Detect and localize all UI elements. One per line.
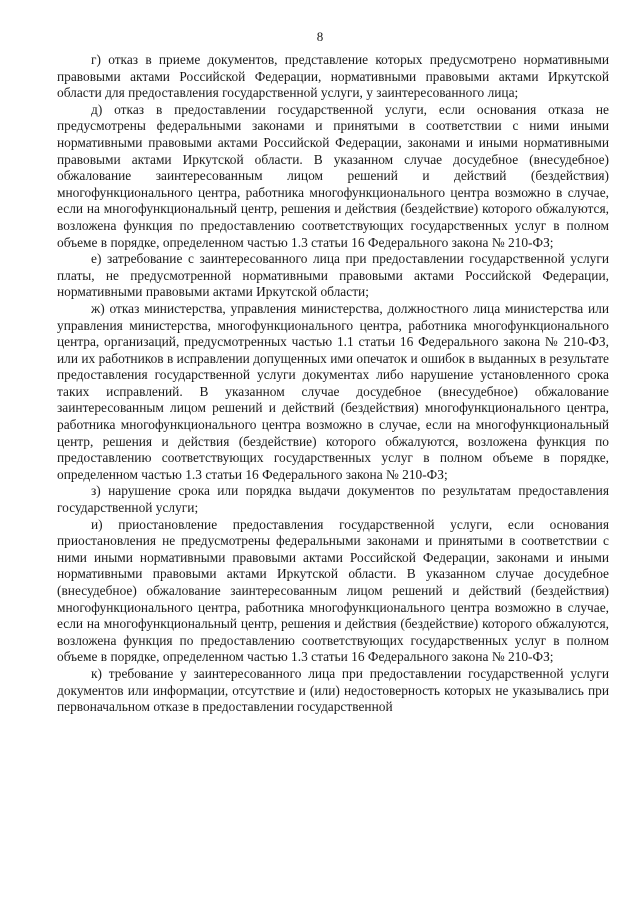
paragraph-g: г) отказ в приеме документов, представление которых предусмотрено нормативными правовыми актами Российской Федерации, нормативными правовыми актами Иркутской области для предоставления государственной услуги, у заинтересованного лица; <box>57 52 609 101</box>
paragraph-k: к) требование у заинтересованного лица при предоставлении государственной услуги документов или информации, отсутствие и (или) недостоверность которых не указывались при первоначальном отказе в предоставлении государственной <box>57 665 609 715</box>
paragraph-zh: ж) отказ министерства, управления министерства, должностного лица министерства или управления министерства, многофункционального центра, работника многофункционального центра, организаций, предусмотренных частью 1.1 статьи 16 Федерального закона № 210-ФЗ, или их работников в исправлении допущенных ими опечаток и ошибок в выданных в результате предоставления государственной услуги документах либо нарушение установленного срока таких исправлений. В указанном случае досудебное (внесудебное) обжалование заинтересованным лицом решений и действий (бездействия) многофункционального центра, работника многофункционального центра возможно в случае, если на многофункциональный центр, решения и действия (бездействие) которого обжалуются, возложена функция по предоставлению соответствующих государственных услуг в полном объеме в порядке, определенном частью 1.3 статьи 16 Федерального закона № 210-ФЗ; <box>57 300 609 482</box>
paragraph-e: е) затребование с заинтересованного лица при предоставлении государственной услуги платы, не предусмотренной нормативными правовыми актами Российской Федерации, нормативными правовыми актами Иркутской области; <box>57 251 609 300</box>
paragraph-d: д) отказ в предоставлении государственной услуги, если основания отказа не предусмотрены федеральными законами и принятыми в соответствии с ними иными нормативными правовыми актами Российской Федерации, законами и иными нормативными правовыми актами Иркутской области. В указанном случае досудебное (внесудебное) обжалование заинтересованным лицом решений и действий (бездействия) многофункционального центра, работника многофункционального центра возможно в случае, если на многофункциональный центр, решения и действия (бездействие) которого обжалуются, возложена функция по предоставлению соответствующих государственных услуг в полном объеме в порядке, определенном частью 1.3 статьи 16 Федерального закона № 210-ФЗ; <box>57 101 609 250</box>
page-number: 8 <box>316 29 324 44</box>
body-text <box>57 52 609 716</box>
paragraph-z: з) нарушение срока или порядка выдачи документов по результатам предоставления государственной услуги; <box>57 483 609 516</box>
paragraph-i: и) приостановление предоставления государственной услуги, если основания приостановления не предусмотрены федеральными законами и принятыми в соответствии с ними иными нормативными правовыми актами Российской Федерации, законами и иными нормативными правовыми актами Иркутской области. В указанном случае досудебное (внесудебное) обжалование заинтересованным лицом решений и действий (бездействия) многофункционального центра, работника многофункционального центра возможно в случае, если на многофункциональный центр, решения и действия (бездействие) которого обжалуются, возложена функция по предоставлению соответствующих государственных услуг в полном объеме в порядке, определенном частью 1.3 статьи 16 Федерального закона № 210-ФЗ; <box>57 516 609 665</box>
